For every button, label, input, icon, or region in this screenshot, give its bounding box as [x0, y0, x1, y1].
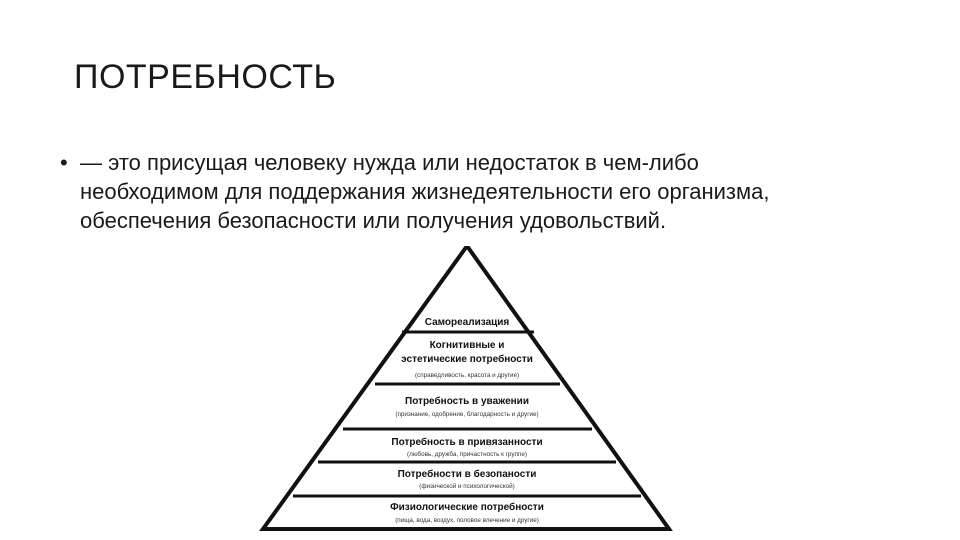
definition-text: — это присущая человеку нужда или недостаток в чем-либо необходимом для поддержания жизнедеятельности его организма, обеспечения безопасности или получения удовольствий. — [80, 150, 770, 233]
level-1-title: Самореализация — [424, 317, 510, 328]
level-2-title: Когнитивные и — [429, 340, 505, 351]
level-5-subtitle: (физической и психологической) — [419, 483, 515, 490]
slide-title: ПОТРЕБНОСТЬ — [74, 58, 337, 96]
level-3-title: Потребность в уважении — [405, 396, 529, 407]
level-2-title-line2: эстетические потребности — [401, 354, 533, 365]
definition-bullet — [60, 148, 820, 235]
level-4-title: Потребность в привязанности — [391, 437, 543, 448]
level-6-title: Физиологические потребности — [390, 502, 544, 513]
maslow-pyramid — [256, 246, 680, 536]
bullet-marker: • — [60, 150, 68, 175]
level-5-title: Потребности в безопаности — [397, 469, 537, 480]
level-4-subtitle: (любовь, дружба, причастность к группе) — [407, 451, 527, 458]
level-3-subtitle: (признание, одобрение, благодарность и другие) — [395, 411, 539, 418]
level-6-subtitle: (пища, вода, воздух, половое влечение и другие) — [395, 517, 539, 524]
level-2-subtitle: (справедливость, красота и другие) — [414, 372, 520, 379]
